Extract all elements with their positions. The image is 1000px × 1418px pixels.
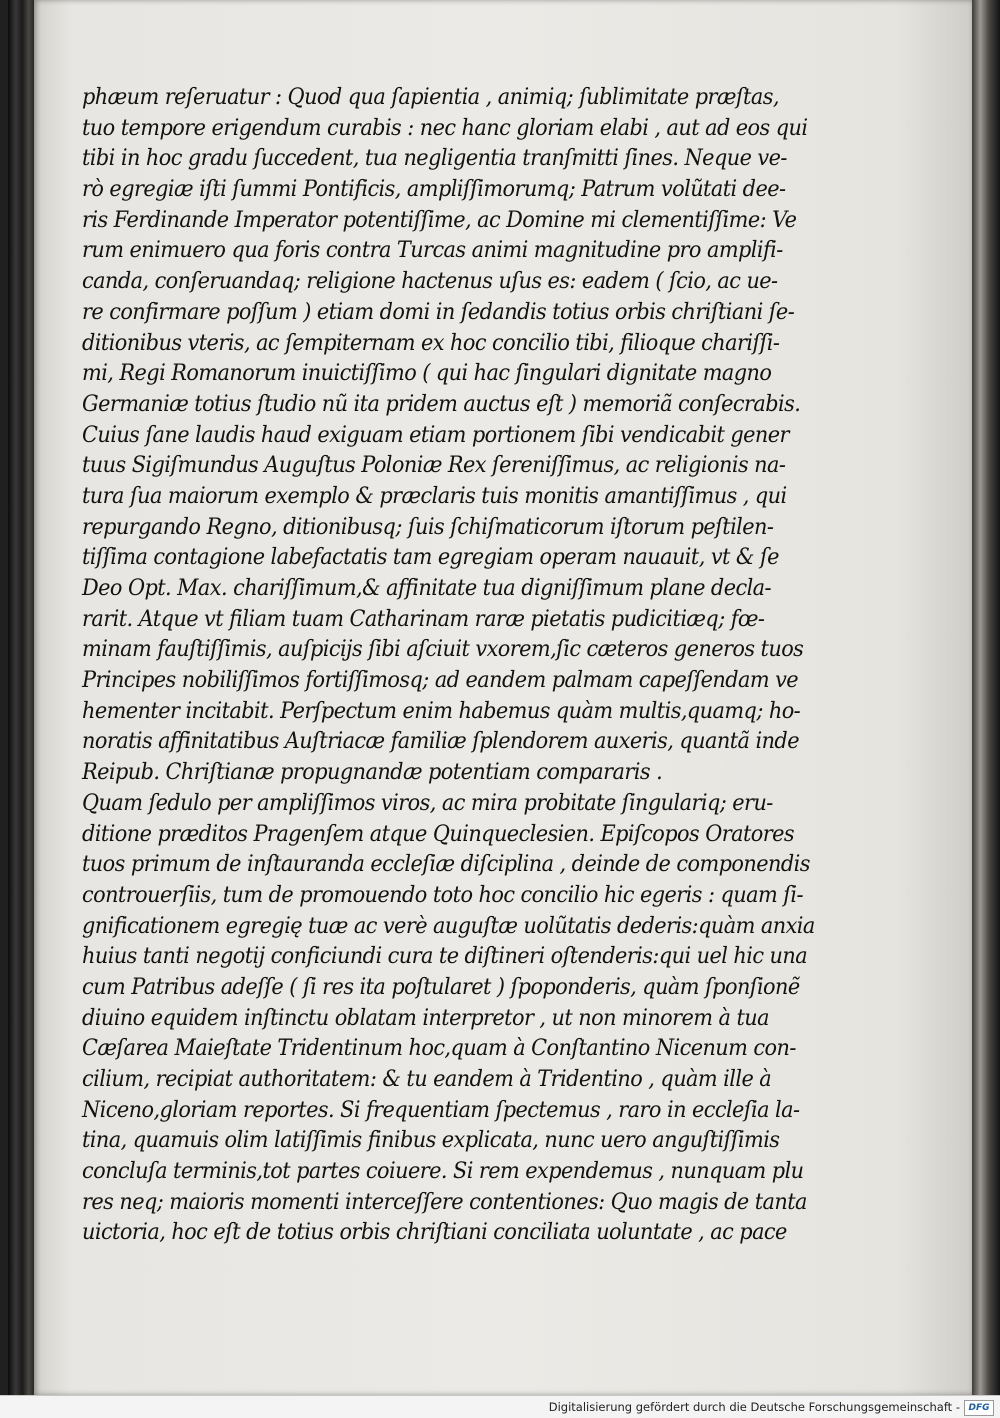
text-line: rarit. Atque vt filiam tuam Catharinam raræ pietatis pudicitiæq; fœ- — [82, 605, 765, 632]
text-line: tibi in hoc gradu ſuccedent, tua negligentia tranſmitti ſines. Neque ve- — [82, 145, 787, 172]
book-spine-edge — [8, 0, 34, 1395]
page-text — [82, 82, 815, 1248]
text-line: phæum reſeruatur : Quod qua ſapientia , animiq; ſublimitate præſtas, — [82, 84, 779, 110]
text-line: rum enimuero qua foris contra Turcas animi magnitudine pro amplifi- — [82, 237, 783, 264]
text-line: tuos primum de inſtauranda eccleſiæ diſciplina , deinde de componendis — [82, 851, 810, 878]
text-line: Cæſarea Maieſtate Tridentinum hoc,quam à Conſtantino Nicenum con- — [82, 1035, 796, 1062]
text-line: tiſſima contagione labefactatis tam egregiam operam nauauit, vt & ſe — [82, 544, 779, 571]
text-line: Germaniæ totius ſtudio nũ ita pridem auctus eſt ) memoriã conſecrabis. — [82, 390, 801, 417]
text-line: noratis affinitatibus Auſtriacæ familiæ ſplendorem auxeris, quantã inde — [82, 728, 799, 755]
text-line: Cuius ſane laudis haud exiguam etiam portionem ſibi vendicabit gener — [82, 421, 789, 448]
text-line: hementer incitabit. Perſpectum enim habemus quàm multis,quamq; ho- — [82, 697, 801, 724]
text-line: tuo tempore erigendum curabis : nec hanc gloriam elabi , aut ad eos qui — [82, 114, 808, 141]
text-line: ditione præditos Pragenſem atque Quinqueclesien. Epiſcopos Oratores — [82, 820, 795, 847]
text-line: res neq; maioris momenti interceſſere contentiones: Quo magis de tanta — [82, 1188, 807, 1215]
text-line: Quam ſedulo per ampliſſimos viros, ac mira probitate ſingulariq; eru- — [82, 789, 773, 816]
text-line: repurgando Regno, ditionibusq; ſuis ſchiſmaticorum iſtorum peſtilen- — [82, 513, 774, 540]
footer-bar — [0, 1395, 1000, 1418]
text-line: cilium, recipiat authoritatem: & tu eandem à Tridentino , quàm ille à — [82, 1066, 772, 1092]
text-line: uictoria, hoc eſt de totius orbis chriſtiani conciliata uoluntate , ac pace — [82, 1219, 787, 1246]
funding-note: Digitalisierung gefördert durch die Deutsche Forschungsgemeinschaft - — [548, 1400, 960, 1414]
text-line: tina, quamuis olim latiſſimis finibus explicata, nunc uero anguſtiſſimis — [82, 1127, 780, 1154]
page-fore-edge — [972, 0, 1000, 1395]
text-line: tura ſua maiorum exemplo & præclaris tuis monitis amantiſſimus , qui — [82, 482, 787, 509]
text-line: Deo Opt. Max. chariſſimum,& affinitate tua digniſſimum plane decla- — [82, 575, 772, 601]
text-line: ditionibus vteris, ac ſempiternam ex hoc concilio tibi, filioque chariſſi- — [82, 329, 780, 356]
text-line: mi, Regi Romanorum inuictiſſimo ( qui hac ſingulari dignitate magno — [82, 360, 772, 387]
text-line: Reipub. Chriſtianæ propugnandæ potentiam compararis . — [82, 759, 663, 786]
text-line: minam fauſtiſſimis, auſpicijs ſibi aſciuit vxorem,ſic cæteros generos tuos — [82, 636, 804, 663]
text-line: diuino equidem inſtinctu oblatam interpretor , ut non minorem à tua — [82, 1004, 769, 1031]
text-line: gnificationem egregię tuæ ac verè auguſtæ uolũtatis dederis:quàm anxia — [82, 912, 815, 939]
text-line: huius tanti negotij conficiundi cura te diſtineri oſtenderis:qui uel hic una — [82, 943, 808, 970]
text-line: re confirmare poſſum ) etiam domi in ſedandis totius orbis chriſtiani ſe- — [82, 298, 795, 325]
text-line: controuerſiis, tum de promouendo toto hoc concilio hic egeris : quam ſi- — [82, 881, 803, 908]
text-line: Principes nobiliſſimos fortiſſimosq; ad eandem palmam capeſſendam ve — [82, 667, 799, 694]
text-line: concluſa terminis,tot partes coiuere. Si rem expendemus , nunquam plu — [82, 1158, 804, 1185]
text-line: ris Ferdinande Imperator potentiſſime, ac Domine mi clementiſſime: Ve — [82, 206, 797, 233]
dfg-logo-icon: DFG — [964, 1400, 994, 1416]
scanned-page — [34, 0, 972, 1395]
text-line: Niceno,gloriam reportes. Si frequentiam ſpectemus , raro in eccleſia la- — [82, 1096, 800, 1123]
text-line: tuus Sigiſmundus Auguſtus Poloniæ Rex ſereniſſimus, ac religionis na- — [82, 452, 786, 479]
text-line: canda, conſeruandaq; religione hactenus uſus es: eadem ( ſcio, ac ue- — [82, 268, 778, 295]
text-line: cum Patribus adeſſe ( ſi res ita poſtularet ) ſpoponderis, quàm ſponſionẽ — [82, 973, 800, 1000]
text-line: rò egregiæ iſti ſummi Pontificis, ampliſſimorumq; Patrum volũtati dee- — [82, 176, 786, 203]
